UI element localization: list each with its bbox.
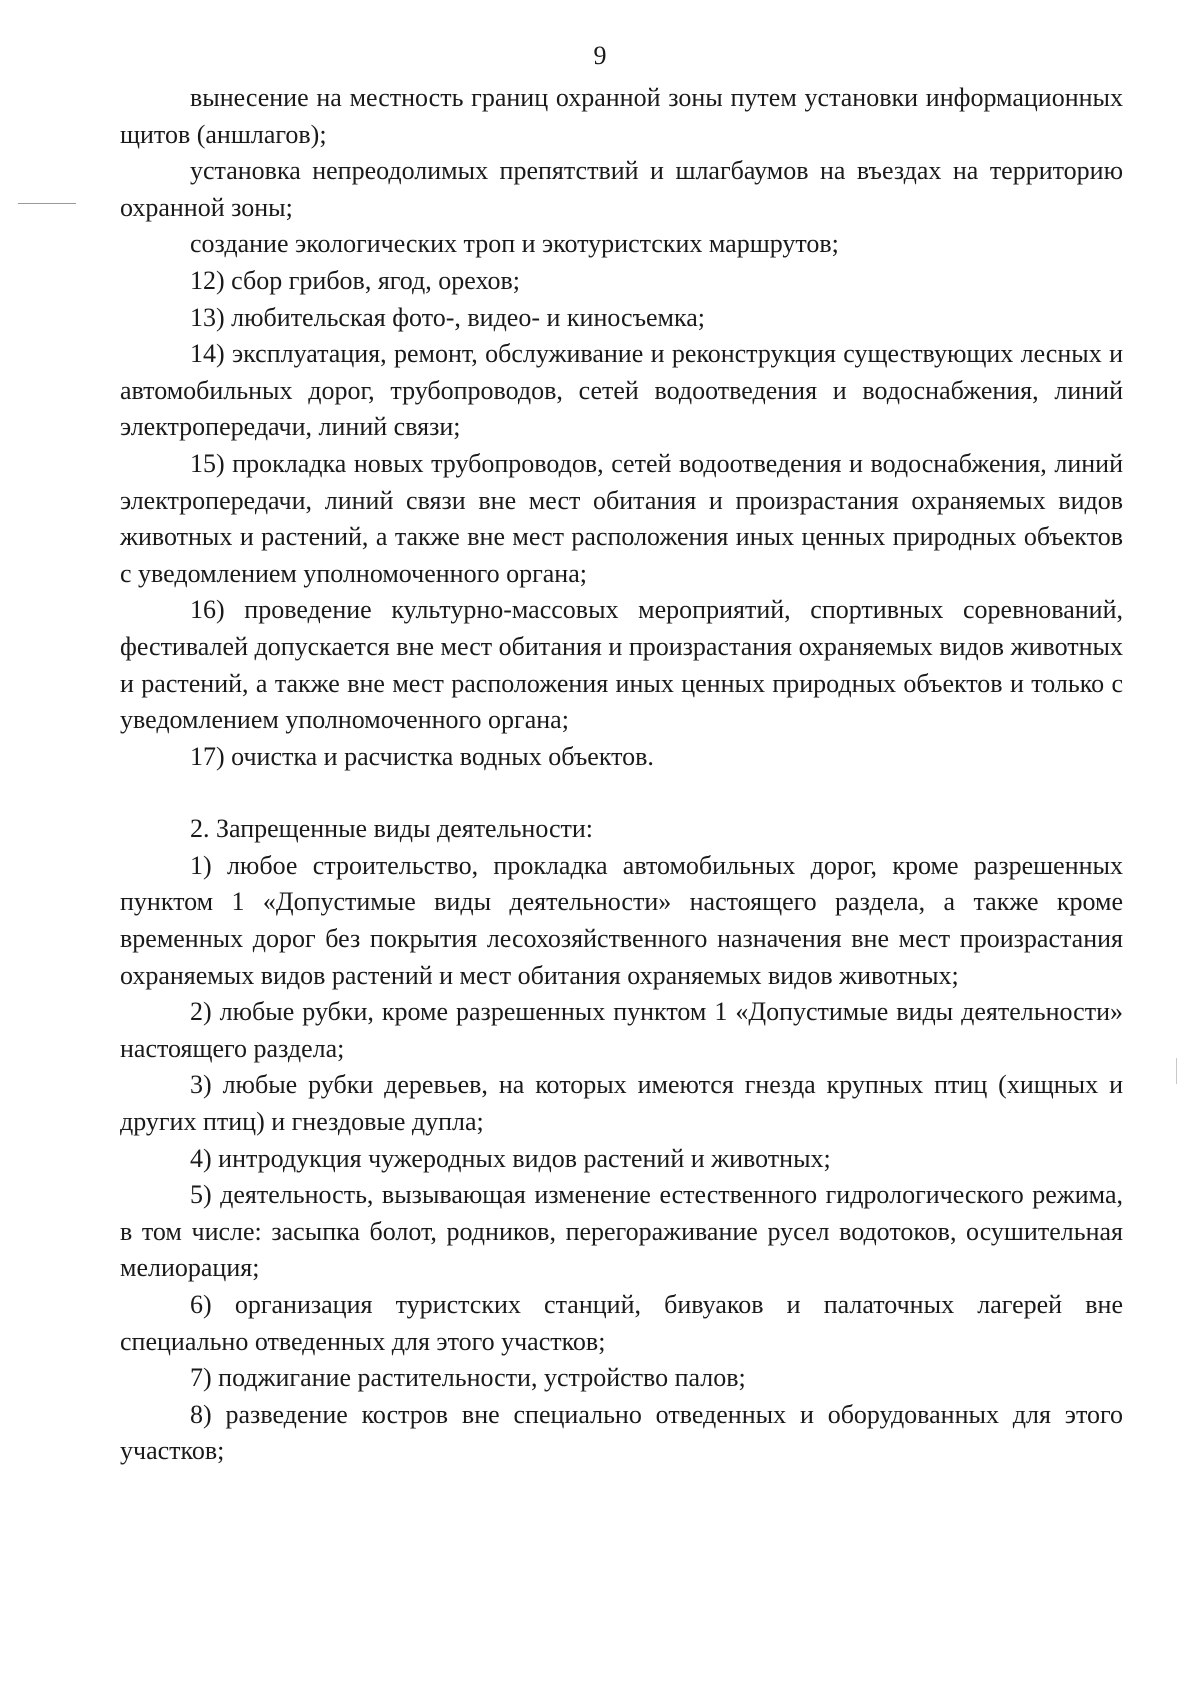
scan-artifact-line xyxy=(18,203,76,204)
section-spacer xyxy=(120,775,1123,811)
list-item: 5) деятельность, вызывающая изменение естественного гидрологического режима, в том числе: засыпка болот, родников, перегораживание русел водотоков, осушительная мелиорация; xyxy=(120,1180,1123,1283)
section-heading: 2. Запрещенные виды деятельности: xyxy=(190,814,594,844)
list-item: 12) сбор грибов, ягод, орехов; xyxy=(190,265,520,295)
list-item: 8) разведение костров вне специально отведенных и оборудованных для этого участков; xyxy=(120,1399,1123,1466)
list-item: 16) проведение культурно-массовых мероприятий, спортивных соревнований, фестивалей допускается вне мест обитания и произрастания охраняемых видов животных и растений, а также вне мест расположения иных ценных природных объектов и только с уведомлением уполномоченного органа; xyxy=(120,595,1123,735)
list-item: 15) прокладка новых трубопроводов, сетей водоотведения и водоснабжения, линий электропередачи, линий связи вне мест обитания и произрастания охраняемых видов животных и растений, а также вне мест расположения иных ценных природных объектов с уведомлением уполномоченного органа; xyxy=(120,448,1123,588)
document-body xyxy=(120,80,1123,1470)
scan-artifact-line xyxy=(1176,1058,1177,1084)
list-item: 14) эксплуатация, ремонт, обслуживание и реконструкция существующих лесных и автомобильных дорог, трубопроводов, сетей водоотведения и водоснабжения, линий электропередачи, линий связи; xyxy=(120,339,1123,442)
list-item: 13) любительская фото-, видео- и киносъемка; xyxy=(190,302,706,332)
list-item: 3) любые рубки деревьев, на которых имеются гнезда крупных птиц (хищных и других птиц) и гнездовые дупла; xyxy=(120,1070,1123,1137)
list-item: 2) любые рубки, кроме разрешенных пунктом 1 «Допустимые виды деятельности» настоящего раздела; xyxy=(120,997,1123,1063)
paragraph: создание экологических троп и экотуристских маршрутов; xyxy=(190,229,839,259)
paragraph: установка непреодолимых препятствий и шлагбаумов на въездах на территорию охранной зоны; xyxy=(120,156,1123,222)
list-item: 6) организация туристских станций, бивуаков и палаточных лагерей вне специально отведенных для этого участков; xyxy=(120,1290,1123,1356)
list-item: 7) поджигание растительности, устройство палов; xyxy=(190,1363,746,1393)
page-number: 9 xyxy=(593,41,607,70)
paragraph: вынесение на местность границ охранной зоны путем установки информационных щитов (аншлагов); xyxy=(120,83,1123,149)
list-item: 17) очистка и расчистка водных объектов. xyxy=(190,741,654,771)
list-item: 4) интродукция чужеродных видов растений и животных; xyxy=(190,1143,831,1173)
list-item: 1) любое строительство, прокладка автомобильных дорог, кроме разрешенных пунктом 1 «Допустимые виды деятельности» настоящего раздела, а также кроме временных дорог без покрытия лесохозяйственного назначения вне мест произрастания охраняемых видов растений и мест обитания охраняемых видов животных; xyxy=(120,850,1123,990)
